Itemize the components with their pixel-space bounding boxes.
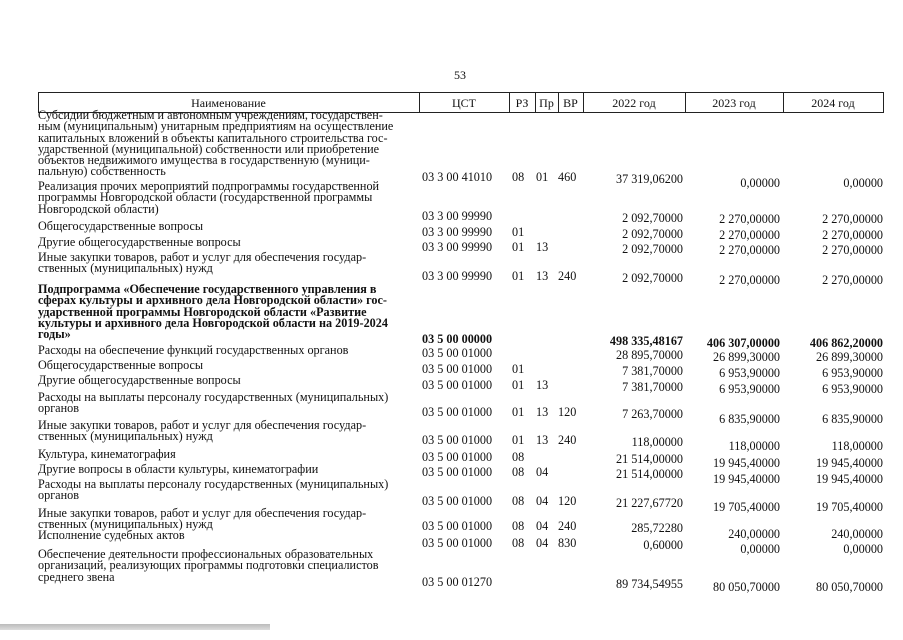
row-value-2024: 6 953,90000 bbox=[822, 366, 883, 380]
row-cst-code: 03 5 00 01270 bbox=[422, 575, 493, 589]
row-rz: 01 bbox=[512, 405, 525, 419]
row-cst-code: 03 5 00 01000 bbox=[422, 378, 493, 392]
row-value-2024: 2 270,00000 bbox=[822, 273, 883, 287]
row-value-2023: 2 270,00000 bbox=[719, 228, 780, 242]
row-value-2022: 2 092,70000 bbox=[622, 227, 683, 241]
row-value-2023: 118,00000 bbox=[728, 439, 780, 453]
page-number: 53 bbox=[454, 68, 466, 82]
row-value-2024: 240,00000 bbox=[831, 527, 883, 541]
row-value-2024: 80 050,70000 bbox=[815, 580, 883, 594]
row-value-2023: 26 899,30000 bbox=[712, 350, 780, 364]
row-value-2024: 19 945,40000 bbox=[815, 472, 883, 486]
row-value-2023: 6 835,90000 bbox=[719, 412, 780, 426]
row-rz: 01 bbox=[512, 225, 525, 239]
row-value-2022: 21 227,67720 bbox=[615, 496, 683, 510]
row-vr: 460 bbox=[558, 170, 577, 184]
row-name: Исполнение судебных актов bbox=[38, 528, 185, 542]
row-name: Культура, кинематография bbox=[38, 447, 176, 461]
row-value-2022: 118,00000 bbox=[631, 435, 683, 449]
row-name: Иные закупки товаров, работ и услуг для обеспечения государ- ственных (муниципальных) нужд bbox=[38, 506, 367, 532]
row-name: Другие общегосударственные вопросы bbox=[38, 235, 241, 249]
header-vr: ВР bbox=[563, 96, 578, 110]
row-value-2022: 285,72280 bbox=[631, 521, 683, 535]
row-value-2024: 0,00000 bbox=[843, 176, 883, 190]
scan-edge bbox=[0, 624, 270, 630]
row-cst-code: 03 5 00 01000 bbox=[422, 433, 493, 447]
row-cst-code: 03 3 00 99990 bbox=[422, 269, 493, 283]
row-cst-code: 03 3 00 99990 bbox=[422, 225, 493, 239]
header-2023: 2023 год bbox=[712, 96, 756, 110]
row-rz: 08 bbox=[512, 465, 525, 479]
row-value-2024: 2 270,00000 bbox=[822, 243, 883, 257]
row-pr: 04 bbox=[536, 536, 549, 550]
row-vr: 120 bbox=[558, 405, 577, 419]
row-name: Общегосударственные вопросы bbox=[38, 358, 204, 372]
row-value-2022: 21 514,00000 bbox=[615, 452, 683, 466]
row-value-2024: 6 953,90000 bbox=[822, 382, 883, 396]
row-vr: 120 bbox=[558, 494, 577, 508]
row-value-2022: 2 092,70000 bbox=[622, 271, 683, 285]
row-value-2022: 28 895,70000 bbox=[615, 348, 683, 362]
row-value-2023: 0,00000 bbox=[740, 542, 780, 556]
row-cst-code: 03 5 00 01000 bbox=[422, 494, 493, 508]
row-pr: 04 bbox=[536, 494, 549, 508]
row-value-2022: 7 381,70000 bbox=[622, 380, 683, 394]
row-value-2023: 6 953,90000 bbox=[719, 382, 780, 396]
header-cst: ЦСТ bbox=[452, 96, 476, 110]
row-value-2024: 6 835,90000 bbox=[822, 412, 883, 426]
row-rz: 08 bbox=[512, 450, 525, 464]
row-value-2022: 0,60000 bbox=[643, 538, 683, 552]
row-rz: 01 bbox=[512, 362, 525, 376]
row-rz: 08 bbox=[512, 536, 525, 550]
row-pr: 13 bbox=[536, 433, 549, 447]
row-vr: 240 bbox=[558, 433, 577, 447]
row-value-2023: 406 307,00000 bbox=[706, 336, 780, 350]
row-name: Иные закупки товаров, работ и услуг для обеспечения государ- ственных (муниципальных) нужд bbox=[38, 250, 367, 276]
row-pr: 01 bbox=[536, 170, 549, 184]
row-rz: 08 bbox=[512, 170, 525, 184]
row-value-2024: 2 270,00000 bbox=[822, 228, 883, 242]
row-cst-code: 03 5 00 01000 bbox=[422, 346, 493, 360]
row-cst-code: 03 3 00 99990 bbox=[422, 209, 493, 223]
row-name: Общегосударственные вопросы bbox=[38, 219, 204, 233]
row-value-2023: 2 270,00000 bbox=[719, 212, 780, 226]
header-top-border bbox=[38, 92, 884, 93]
row-name: Расходы на выплаты персоналу государственных (муниципальных) органов bbox=[38, 390, 389, 416]
row-pr: 13 bbox=[536, 378, 549, 392]
row-value-2022: 7 381,70000 bbox=[622, 364, 683, 378]
row-name: Расходы на обеспечение функций государственных органов bbox=[38, 343, 349, 357]
row-name: Обеспечение деятельности профессиональных образовательных организаций, реализующих программы подготовки специалистов среднего звена bbox=[38, 547, 379, 584]
row-cst-code: 03 5 00 01000 bbox=[422, 465, 493, 479]
row-rz: 08 bbox=[512, 494, 525, 508]
row-value-2024: 118,00000 bbox=[831, 439, 883, 453]
row-name: Подпрограмма «Обеспечение государственного управления в сферах культуры и архивного дела Новгородской области» гос- ударственной программы Новгородской области «Развитие культуры и архивного дела Новгородской области на 2019-2024 годы» bbox=[38, 282, 388, 342]
row-value-2024: 406 862,20000 bbox=[809, 336, 883, 350]
row-value-2023: 19 945,40000 bbox=[712, 472, 780, 486]
row-name: Субсидии бюджетным и автономным учреждениям, государствен- ным (муниципальным) унитарным предприятиям на осуществление капитальных вложений в объекты капитального строительства гос- ударственной (муниципальной) собственности или приобретение объектов недвижимого имущества в государственную (муници- пальную) собственность bbox=[38, 108, 394, 179]
row-value-2023: 80 050,70000 bbox=[712, 580, 780, 594]
row-name: Реализация прочих мероприятий подпрограммы государственной программы Новгородской области (государственной программы Новгородской области) bbox=[38, 179, 380, 216]
header-name: Наименование bbox=[191, 96, 266, 110]
row-vr: 240 bbox=[558, 269, 577, 283]
row-cst-code: 03 3 00 99990 bbox=[422, 240, 493, 254]
row-value-2024: 19 705,40000 bbox=[815, 500, 883, 514]
row-value-2024: 2 270,00000 bbox=[822, 212, 883, 226]
row-rz: 01 bbox=[512, 433, 525, 447]
row-pr: 13 bbox=[536, 405, 549, 419]
row-value-2022: 21 514,00000 bbox=[615, 467, 683, 481]
row-value-2023: 19 945,40000 bbox=[712, 456, 780, 470]
row-value-2022: 89 734,54955 bbox=[615, 577, 683, 591]
row-vr: 240 bbox=[558, 519, 577, 533]
row-pr: 13 bbox=[536, 269, 549, 283]
row-pr: 13 bbox=[536, 240, 549, 254]
row-rz: 01 bbox=[512, 378, 525, 392]
row-value-2023: 2 270,00000 bbox=[719, 243, 780, 257]
row-name: Другие вопросы в области культуры, кинематографии bbox=[38, 462, 319, 476]
row-value-2022: 37 319,06200 bbox=[615, 172, 683, 186]
row-value-2022: 498 335,48167 bbox=[609, 334, 683, 348]
row-rz: 01 bbox=[512, 240, 525, 254]
row-name: Иные закупки товаров, работ и услуг для обеспечения государ- ственных (муниципальных) нужд bbox=[38, 418, 367, 444]
header-rz: РЗ bbox=[515, 96, 529, 110]
row-cst-code: 03 5 00 01000 bbox=[422, 536, 493, 550]
row-cst-code: 03 5 00 01000 bbox=[422, 405, 493, 419]
row-name: Другие общегосударственные вопросы bbox=[38, 373, 241, 387]
row-value-2023: 0,00000 bbox=[740, 176, 780, 190]
row-value-2024: 26 899,30000 bbox=[815, 350, 883, 364]
header-pr: Пр bbox=[539, 96, 554, 110]
row-value-2022: 7 263,70000 bbox=[622, 407, 683, 421]
row-value-2023: 6 953,90000 bbox=[719, 366, 780, 380]
row-value-2022: 2 092,70000 bbox=[622, 211, 683, 225]
row-value-2023: 2 270,00000 bbox=[719, 273, 780, 287]
header-2022: 2022 год bbox=[612, 96, 656, 110]
row-cst-code: 03 3 00 41010 bbox=[422, 170, 493, 184]
row-value-2023: 240,00000 bbox=[728, 527, 780, 541]
row-cst-code: 03 5 00 01000 bbox=[422, 362, 493, 376]
row-cst-code: 03 5 00 01000 bbox=[422, 519, 493, 533]
header-right-border bbox=[883, 92, 884, 113]
row-pr: 04 bbox=[536, 465, 549, 479]
row-value-2024: 19 945,40000 bbox=[815, 456, 883, 470]
row-cst-code: 03 5 00 00000 bbox=[422, 332, 493, 346]
row-pr: 04 bbox=[536, 519, 549, 533]
header-2024: 2024 год bbox=[811, 96, 855, 110]
row-vr: 830 bbox=[558, 536, 577, 550]
row-rz: 08 bbox=[512, 519, 525, 533]
row-value-2023: 19 705,40000 bbox=[712, 500, 780, 514]
row-rz: 01 bbox=[512, 269, 525, 283]
row-value-2022: 2 092,70000 bbox=[622, 242, 683, 256]
row-cst-code: 03 5 00 01000 bbox=[422, 450, 493, 464]
row-value-2024: 0,00000 bbox=[843, 542, 883, 556]
row-name: Расходы на выплаты персоналу государственных (муниципальных) органов bbox=[38, 477, 389, 503]
